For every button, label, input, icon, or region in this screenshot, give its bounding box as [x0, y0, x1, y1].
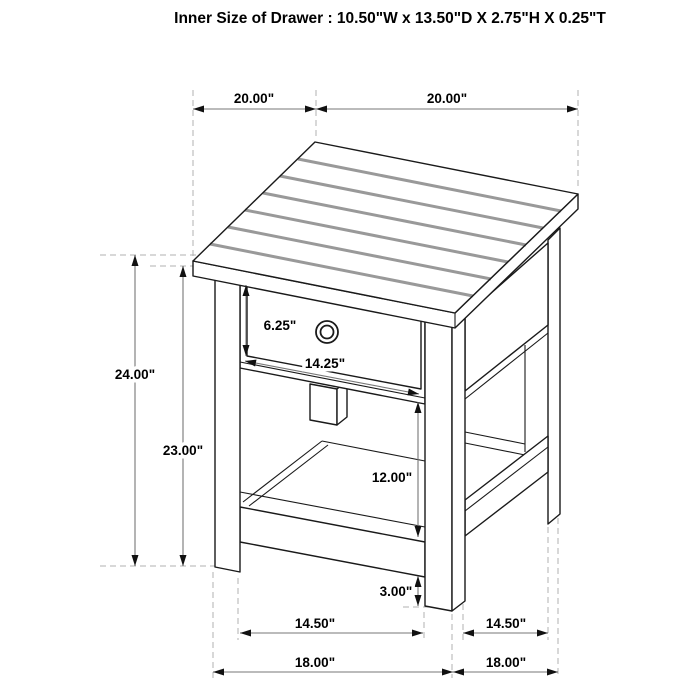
dim-side-overall-depth: 18.00": [485, 655, 527, 670]
dim-bottom-clearance: 3.00": [379, 584, 413, 599]
dim-front-inner-width: 14.50": [294, 616, 336, 631]
dim-drawer-face-height: 6.25": [263, 318, 297, 333]
shelf-front-rail: [240, 507, 425, 577]
dim-base-height: 23.00": [162, 443, 204, 458]
dim-top-width: 20.00": [426, 91, 468, 106]
front-left-leg: [215, 279, 240, 572]
dim-top-depth: 20.00": [233, 91, 275, 106]
dim-overall-height: 24.00": [114, 367, 156, 382]
back-right-leg: [548, 228, 560, 524]
dim-drawer-opening-width: 14.25": [304, 356, 346, 371]
dim-side-inner-width: 14.50": [485, 616, 527, 631]
center-support-front: [310, 384, 337, 425]
dim-front-overall-width: 18.00": [294, 655, 336, 670]
diagram-title: Inner Size of Drawer : 10.50"W x 13.50"D X 2.75"H X 0.25"T: [174, 10, 606, 27]
front-right-leg: [425, 316, 452, 611]
front-right-leg-side: [452, 311, 465, 611]
dim-shelf-clearance: 12.00": [371, 470, 413, 485]
drawer-handle-ring-inner: [321, 326, 334, 339]
